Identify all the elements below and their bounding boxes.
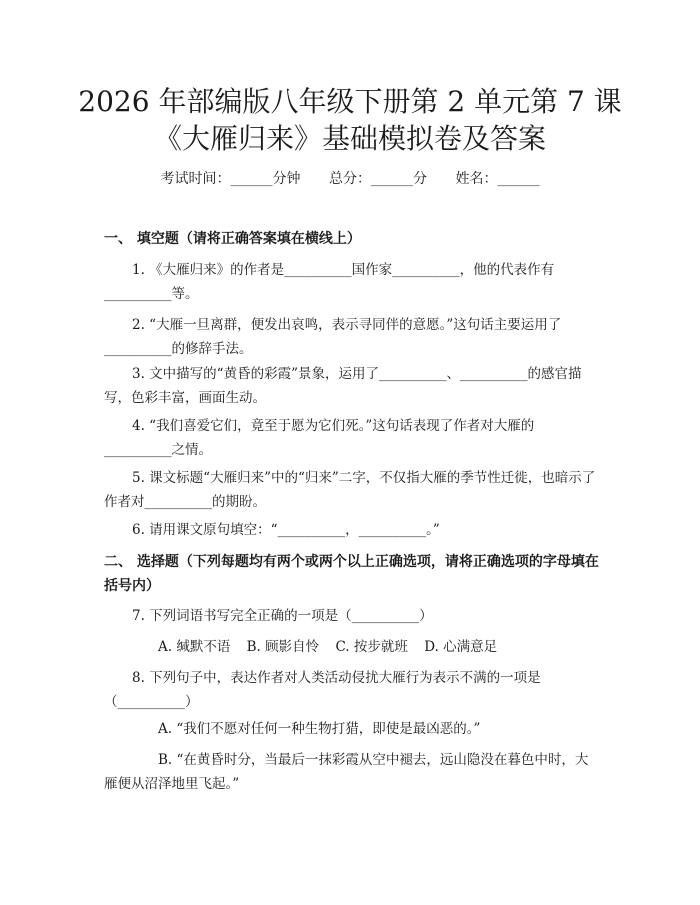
question-7-options <box>104 635 600 659</box>
question-8: 8. 下列句子中，表达作者对人类活动侵扰大雁行为表示不满的一项是（__________） <box>104 670 541 710</box>
question-6: 6. 请用课文原句填空：“__________，__________。” <box>132 522 440 538</box>
exam-time: 考试时间：______分钟 <box>160 171 301 187</box>
exam-title-line1: 2026 年部编版八年级下册第 2 单元第 7 课 <box>78 85 622 118</box>
option-c: C. 按步就班 <box>335 639 408 655</box>
exam-score: 总分：______分 <box>329 171 427 187</box>
option-b: B. 顾影自怜 <box>246 639 320 655</box>
section-2-heading-line1: 二、 选择题（下列每题均有两个或两个以上正确选项，请将正确选项的字母填在 <box>104 554 599 570</box>
question-3: 3. 文中描写的“黄昏的彩霞”景象，运用了__________、__________的感官描写，色彩丰富，画面生动。 <box>104 366 582 406</box>
option-d: D. 心满意足 <box>424 639 498 655</box>
exam-name: 姓名：______ <box>455 171 540 187</box>
exam-title-line2: 《大雁归来》基础模拟卷及答案 <box>153 122 546 155</box>
question-5: 5. 课文标题“大雁归来”中的“归来”二字，不仅指大雁的季节性迁徙，也暗示了作者对__________的期盼。 <box>104 470 596 510</box>
question-8-option-a: A. “我们不愿对任何一种生物打猎，即使是最凶恶的。” <box>158 721 481 737</box>
question-7: 7. 下列词语书写完全正确的一项是（__________） <box>132 608 433 624</box>
question-1: 1. 《大雁归来》的作者是__________国作家__________，他的代表作有__________等。 <box>104 262 555 302</box>
question-4: 4. “我们喜爱它们，竟至于愿为它们死。”这句话表现了作者对大雁的__________之情。 <box>104 418 535 458</box>
question-2: 2. “大雁一旦离群，便发出哀鸣，表示寻同伴的意愿。”这句话主要运用了__________的修辞手法。 <box>104 317 562 357</box>
section-2-heading-line2: 括号内） <box>104 578 160 594</box>
exam-meta <box>0 168 700 188</box>
option-a: A. 缄默不语 <box>158 639 231 655</box>
question-8-option-b: B. “在黄昏时分，当最后一抹彩霞从空中褪去，远山隐没在暮色中时，大雁便从沼泽地里飞起。” <box>104 752 589 792</box>
section-1-heading: 一、 填空题（请将正确答案填在横线上） <box>104 231 361 247</box>
